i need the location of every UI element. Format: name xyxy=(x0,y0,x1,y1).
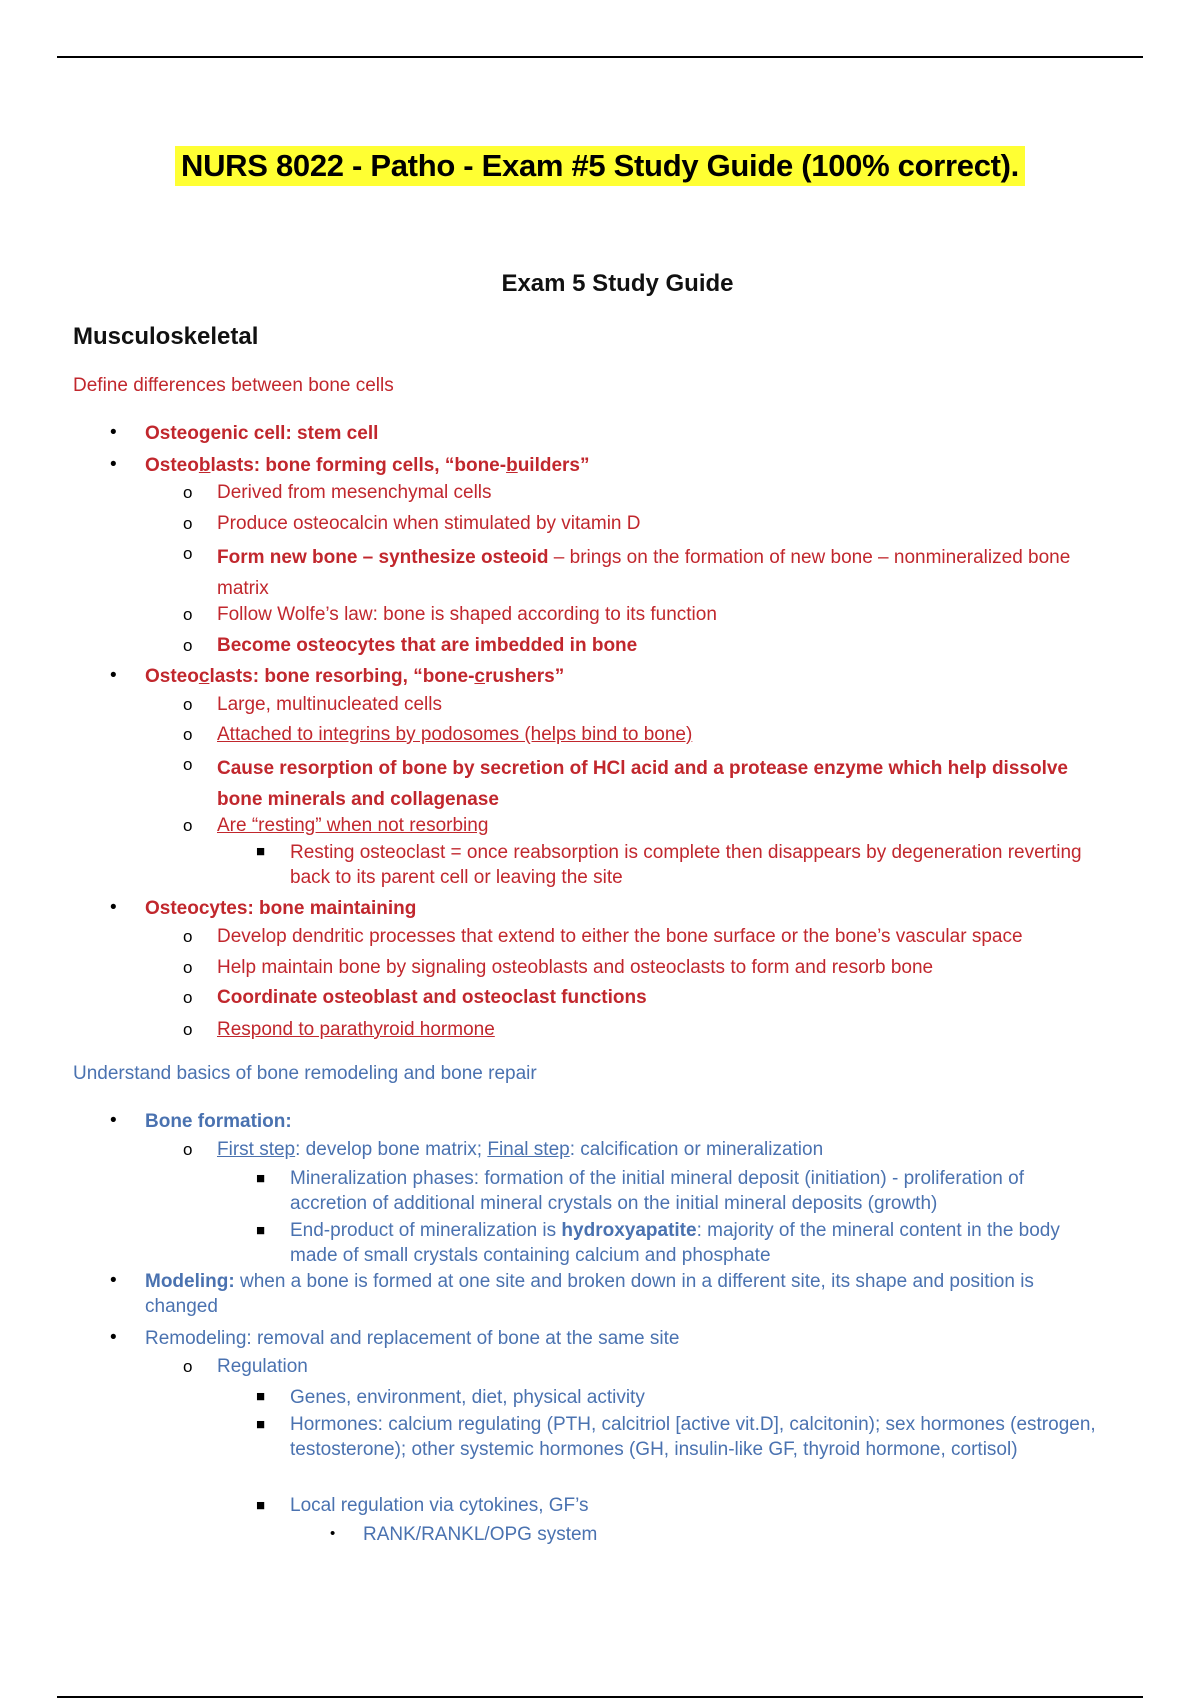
bullet-marker: • xyxy=(110,454,117,475)
osteoblasts-item: Osteoblasts: bone forming cells, “bone-builders” xyxy=(145,455,590,476)
osteocyte-detail: Develop dendritic processes that extend to either the bone surface or the bone’s vascular space xyxy=(217,926,1023,947)
circle-marker: o xyxy=(183,1140,193,1159)
osteoblast-wolfe: Follow Wolfe’s law: bone is shaped according to its function xyxy=(217,604,717,625)
osteocyte-coordinate: Coordinate osteoblast and osteoclast functions xyxy=(217,987,647,1008)
regulation-item: Regulation xyxy=(217,1356,308,1377)
remodeling-item: Remodeling: removal and replacement of bone at the same site xyxy=(145,1328,680,1349)
osteoblast-detail: Derived from mesenchymal cells xyxy=(217,482,492,503)
osteoclast-resting-detail: Resting osteoclast = once reabsorption is complete then disappears by degeneration reverting back to its parent cell or leaving the site xyxy=(290,842,1082,889)
osteoclast-attached: Attached to integrins by podosomes (helps bind to bone) xyxy=(217,724,693,745)
bone-cells-heading: Define differences between bone cells xyxy=(73,375,394,396)
regulation-detail: Hormones: calcium regulating (PTH, calcitriol [active vit.D], calcitonin); sex hormones (estrogen, testosterone); other systemic hormones (GH, insulin-like GF, thyroid hormone, cortisol) xyxy=(290,1414,1096,1461)
osteoblast-detail: Produce osteocalcin when stimulated by vitamin D xyxy=(217,513,641,534)
square-marker: ■ xyxy=(256,1388,266,1405)
osteogenic-item: Osteogenic cell: stem cell xyxy=(145,423,379,444)
square-marker: ■ xyxy=(256,1170,266,1187)
bone-formation-item: Bone formation: xyxy=(145,1111,292,1132)
bullet-marker: • xyxy=(110,1110,117,1131)
circle-marker: o xyxy=(183,1020,193,1039)
bullet-marker: • xyxy=(110,1270,117,1291)
bottom-rule xyxy=(57,1696,1143,1698)
rank-system: RANK/RANKL/OPG system xyxy=(363,1524,598,1545)
square-marker: ■ xyxy=(256,1222,266,1239)
subtitle: Exam 5 Study Guide xyxy=(501,270,734,297)
osteocytes-item: Osteocytes: bone maintaining xyxy=(145,898,417,919)
formation-steps: First step: develop bone matrix; Final step: calcification or mineralization xyxy=(217,1139,824,1160)
circle-marker: o xyxy=(183,544,193,563)
osteocyte-pth: Respond to parathyroid hormone xyxy=(217,1019,495,1040)
bullet-marker: • xyxy=(110,665,117,686)
osteoclast-cause: Cause resorption of bone by secretion of HCl acid and a protease enzyme which help dissolve bone minerals and collagenase xyxy=(217,758,1068,810)
document-title: NURS 8022 - Patho - Exam #5 Study Guide (100% correct). xyxy=(175,146,1025,186)
osteoclast-resting: Are “resting” when not resorbing xyxy=(217,815,489,836)
circle-marker: o xyxy=(183,927,193,946)
osteoclast-large: Large, multinucleated cells xyxy=(217,694,442,715)
circle-marker: o xyxy=(183,988,193,1007)
osteoclasts-item: Osteoclasts: bone resorbing, “bone-crushers” xyxy=(145,666,565,687)
circle-marker: o xyxy=(183,514,193,533)
square-marker: ■ xyxy=(256,1497,266,1514)
square-marker: ■ xyxy=(256,1416,266,1433)
remodeling-heading: Understand basics of bone remodeling and bone repair xyxy=(73,1063,537,1084)
mineralization-endproduct: End-product of mineralization is hydroxyapatite: majority of the mineral content in the body made of small crystals containing calcium and phosphate xyxy=(290,1220,1060,1267)
bullet-marker: • xyxy=(110,1327,117,1348)
circle-marker: o xyxy=(183,695,193,714)
osteoblast-form-bone: Form new bone – synthesize osteoid – brings on the formation of new bone – nonmineralized bone matrix xyxy=(217,547,1071,599)
bullet-marker: • xyxy=(110,422,117,443)
osteoblast-become: Become osteocytes that are imbedded in bone xyxy=(217,635,638,656)
modeling-item: Modeling: when a bone is formed at one site and broken down in a different site, its shape and position is changed xyxy=(145,1271,1034,1317)
circle-marker: o xyxy=(183,816,193,835)
mineralization-phases: Mineralization phases: formation of the initial mineral deposit (initiation) - proliferation of accretion of additional mineral crystals on the initial mineral deposits (growth) xyxy=(290,1168,1024,1215)
circle-marker: o xyxy=(183,755,193,774)
circle-marker: o xyxy=(183,605,193,624)
circle-marker: o xyxy=(183,725,193,744)
circle-marker: o xyxy=(183,483,193,502)
regulation-detail: Local regulation via cytokines, GF’s xyxy=(290,1495,589,1516)
circle-marker: o xyxy=(183,958,193,977)
bullet-marker: • xyxy=(110,897,117,918)
circle-marker: o xyxy=(183,1357,193,1376)
osteocyte-detail: Help maintain bone by signaling osteoblasts and osteoclasts to form and resorb bone xyxy=(217,957,934,978)
square-marker: ■ xyxy=(256,843,266,860)
small-bullet-marker: • xyxy=(330,1525,336,1542)
section-heading: Musculoskeletal xyxy=(73,323,259,350)
top-rule xyxy=(57,56,1143,58)
circle-marker: o xyxy=(183,636,193,655)
regulation-detail: Genes, environment, diet, physical activity xyxy=(290,1387,645,1408)
